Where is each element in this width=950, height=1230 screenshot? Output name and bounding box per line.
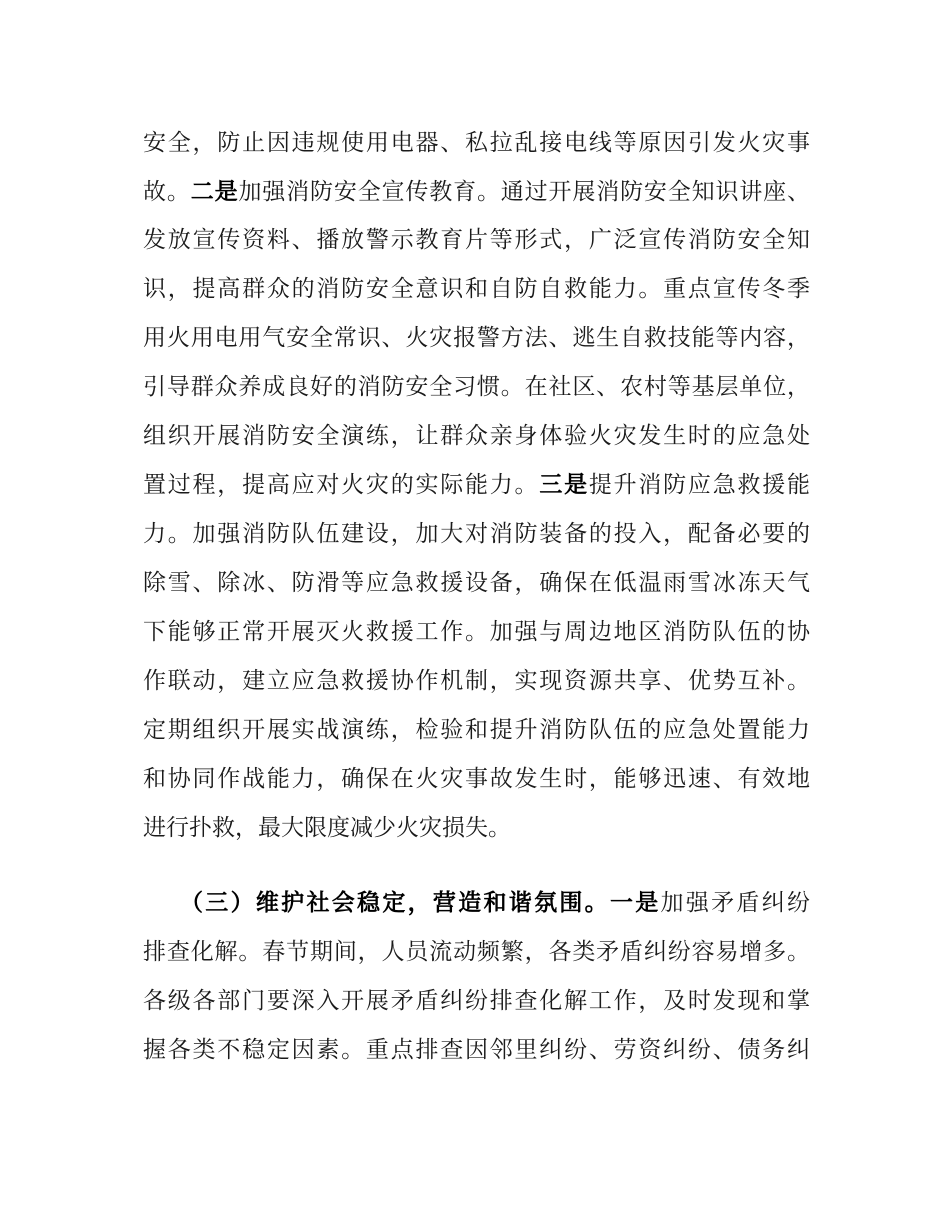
body-text: 故。 xyxy=(143,179,191,205)
bold-text: 三是 xyxy=(539,472,589,498)
body-text: 下能够正常开展灭火救援工作。加强与周边地区消防队伍的协 xyxy=(143,619,810,645)
text-line xyxy=(143,177,810,207)
body-text: 加强矛盾纠纷 xyxy=(660,890,811,916)
body-text: 定期组织开展实战演练，检验和提升消防队伍的应急处置能力 xyxy=(143,717,810,743)
text-line xyxy=(143,764,810,794)
body-text: 发放宣传资料、播放警示教育片等形式，广泛宣传消防安全知 xyxy=(143,227,810,253)
body-text: 除雪、除冰、防滑等应急救援设备，确保在低温雨雪冰冻天气 xyxy=(143,570,810,596)
text-line xyxy=(143,421,810,451)
text-line xyxy=(143,274,810,304)
text-line xyxy=(143,568,810,598)
text-line xyxy=(143,617,810,647)
text-line xyxy=(143,937,810,967)
body-text: 进行扑救，最大限度减少火灾损失。 xyxy=(143,815,511,841)
body-text: 用火用电用气安全常识、火灾报警方法、逃生自救技能等内容， xyxy=(143,325,810,351)
text-line xyxy=(180,888,810,918)
text-line xyxy=(143,323,810,353)
text-line xyxy=(143,813,810,843)
body-text: 安全，防止因违规使用电器、私拉乱接电线等原因引发火灾事 xyxy=(143,130,810,156)
body-text: 力。加强消防队伍建设，加大对消防装备的投入，配备必要的 xyxy=(143,521,810,547)
body-text: 引导群众养成良好的消防安全习惯。在社区、农村等基层单位， xyxy=(143,374,810,400)
text-line xyxy=(143,666,810,696)
text-line xyxy=(143,519,810,549)
body-text: 置过程，提高应对火灾的实际能力。 xyxy=(143,472,540,498)
body-text: 加强消防安全宣传教育。通过开展消防安全知识讲座、 xyxy=(238,179,811,205)
text-line xyxy=(143,128,810,158)
bold-text: （三）维护社会稳定，营造和谐氛围。一是 xyxy=(180,890,661,916)
text-line xyxy=(143,470,810,500)
text-line xyxy=(143,1035,810,1065)
bold-text: 二是 xyxy=(190,179,239,205)
body-text: 排查化解。春节期间，人员流动频繁，各类矛盾纠纷容易增多。 xyxy=(143,939,810,965)
body-text: 识，提高群众的消防安全意识和自防自救能力。重点宣传冬季 xyxy=(143,276,810,302)
body-text: 各级各部门要深入开展矛盾纠纷排查化解工作，及时发现和掌 xyxy=(143,988,810,1014)
text-line xyxy=(143,225,810,255)
body-text: 提升消防应急救援能 xyxy=(588,472,811,498)
text-line xyxy=(143,372,810,402)
text-line xyxy=(143,986,810,1016)
body-text: 作联动，建立应急救援协作机制，实现资源共享、优势互补。 xyxy=(143,668,810,694)
body-text: 组织开展消防安全演练，让群众亲身体验火灾发生时的应急处 xyxy=(143,423,810,449)
body-text: 握各类不稳定因素。重点排查因邻里纠纷、劳资纠纷、债务纠 xyxy=(143,1037,810,1063)
text-line xyxy=(143,715,810,745)
body-text: 和协同作战能力，确保在火灾事故发生时，能够迅速、有效地 xyxy=(143,766,810,792)
